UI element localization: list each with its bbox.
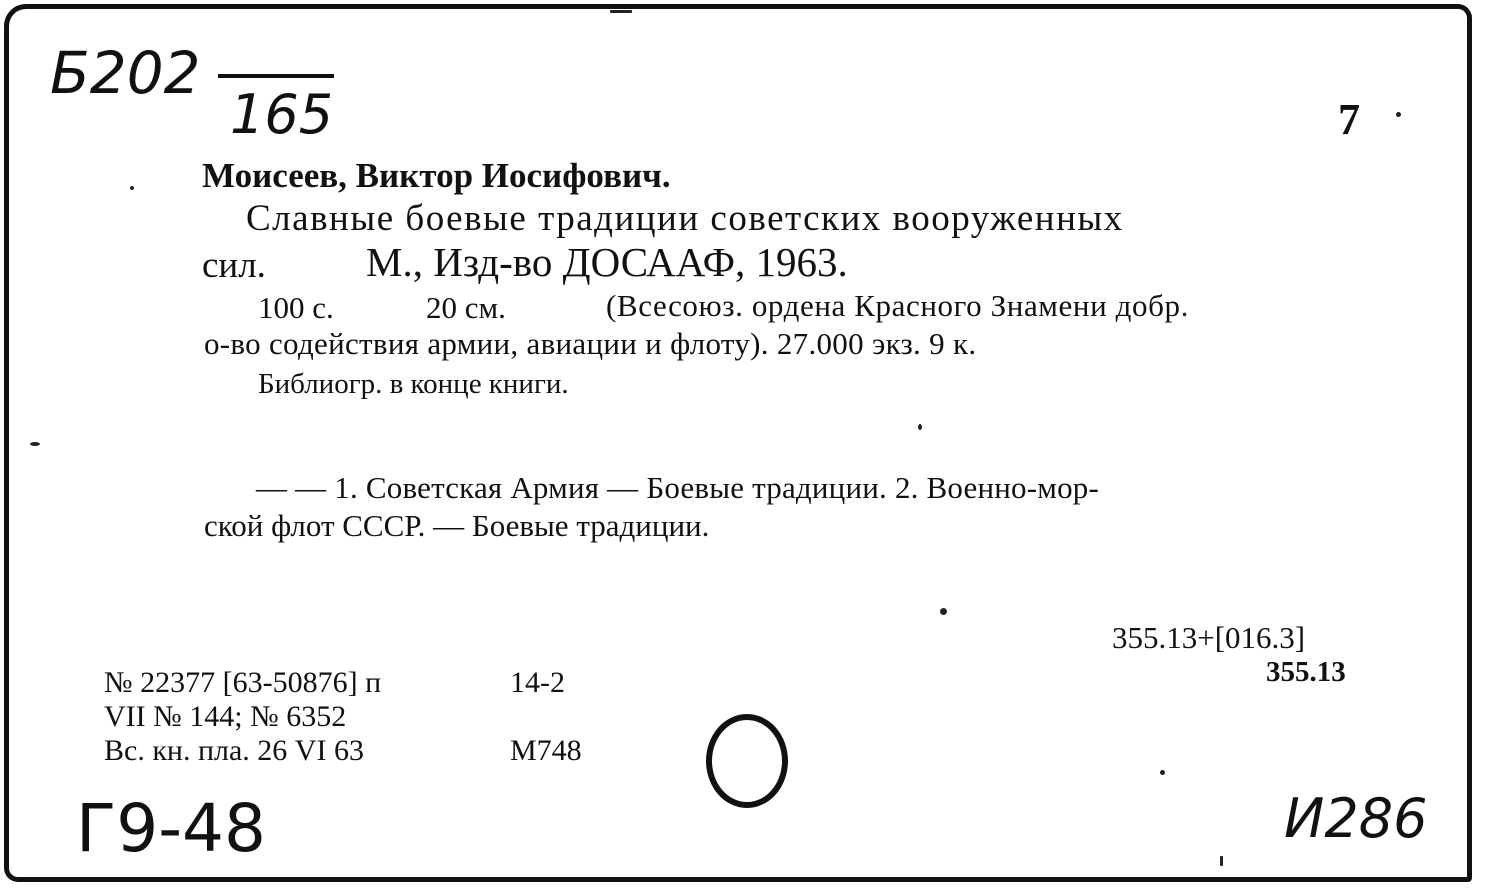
bibliography-note: Библиогр. в конце книги. xyxy=(258,368,569,400)
classification-number-2: 355.13 xyxy=(1266,656,1346,688)
record-line-1-code: 14-2 xyxy=(510,666,565,699)
card-number: 7 xyxy=(1338,95,1360,144)
subjects-line-1: — — 1. Советская Армия — Боевые традиции. 2. Военно-мор- xyxy=(256,470,1100,505)
imprint: М., Изд-во ДОСААФ, 1963. xyxy=(366,239,848,285)
record-line-1: № 22377 [63-50876] п xyxy=(104,666,382,699)
collation-series: (Всесоюз. ордена Красного Знамени добр. xyxy=(606,288,1189,323)
author-heading: Моисеев, Виктор Иосифович. xyxy=(202,156,671,195)
speck xyxy=(30,442,40,446)
punch-hole xyxy=(706,714,788,808)
speck xyxy=(1160,770,1165,775)
collation-size: 20 см. xyxy=(426,290,506,325)
speck xyxy=(918,424,922,430)
collation-pages: 100 с. xyxy=(258,290,334,325)
handwritten-fraction: 165 xyxy=(230,83,334,146)
subjects-line-2: ской флот СССР. — Боевые традиции. xyxy=(204,508,710,543)
speck xyxy=(1396,112,1401,117)
title-line-2: сил. xyxy=(202,245,266,286)
handwritten-bottom-left: Г9-48 xyxy=(76,790,267,867)
handwritten-bottom-right: И286 xyxy=(1284,787,1428,850)
handwritten-shelfmark: Б202 xyxy=(50,39,201,107)
speck xyxy=(1220,856,1223,866)
classification-number-1: 355.13+[016.3] xyxy=(1112,620,1306,655)
record-line-3-code: М748 xyxy=(510,734,582,767)
fraction-line xyxy=(218,74,334,78)
speck xyxy=(940,608,947,615)
record-line-2: VII № 144; № 6352 xyxy=(104,700,347,733)
title-line-1: Славные боевые традиции советских вооруженных xyxy=(246,198,1124,239)
collation-line-2: о-во содействия армии, авиации и флоту). 27.000 экз. 9 к. xyxy=(204,326,977,361)
record-line-3: Вс. кн. пла. 26 VI 63 xyxy=(104,734,364,767)
speck xyxy=(130,186,134,190)
speck xyxy=(610,10,632,13)
